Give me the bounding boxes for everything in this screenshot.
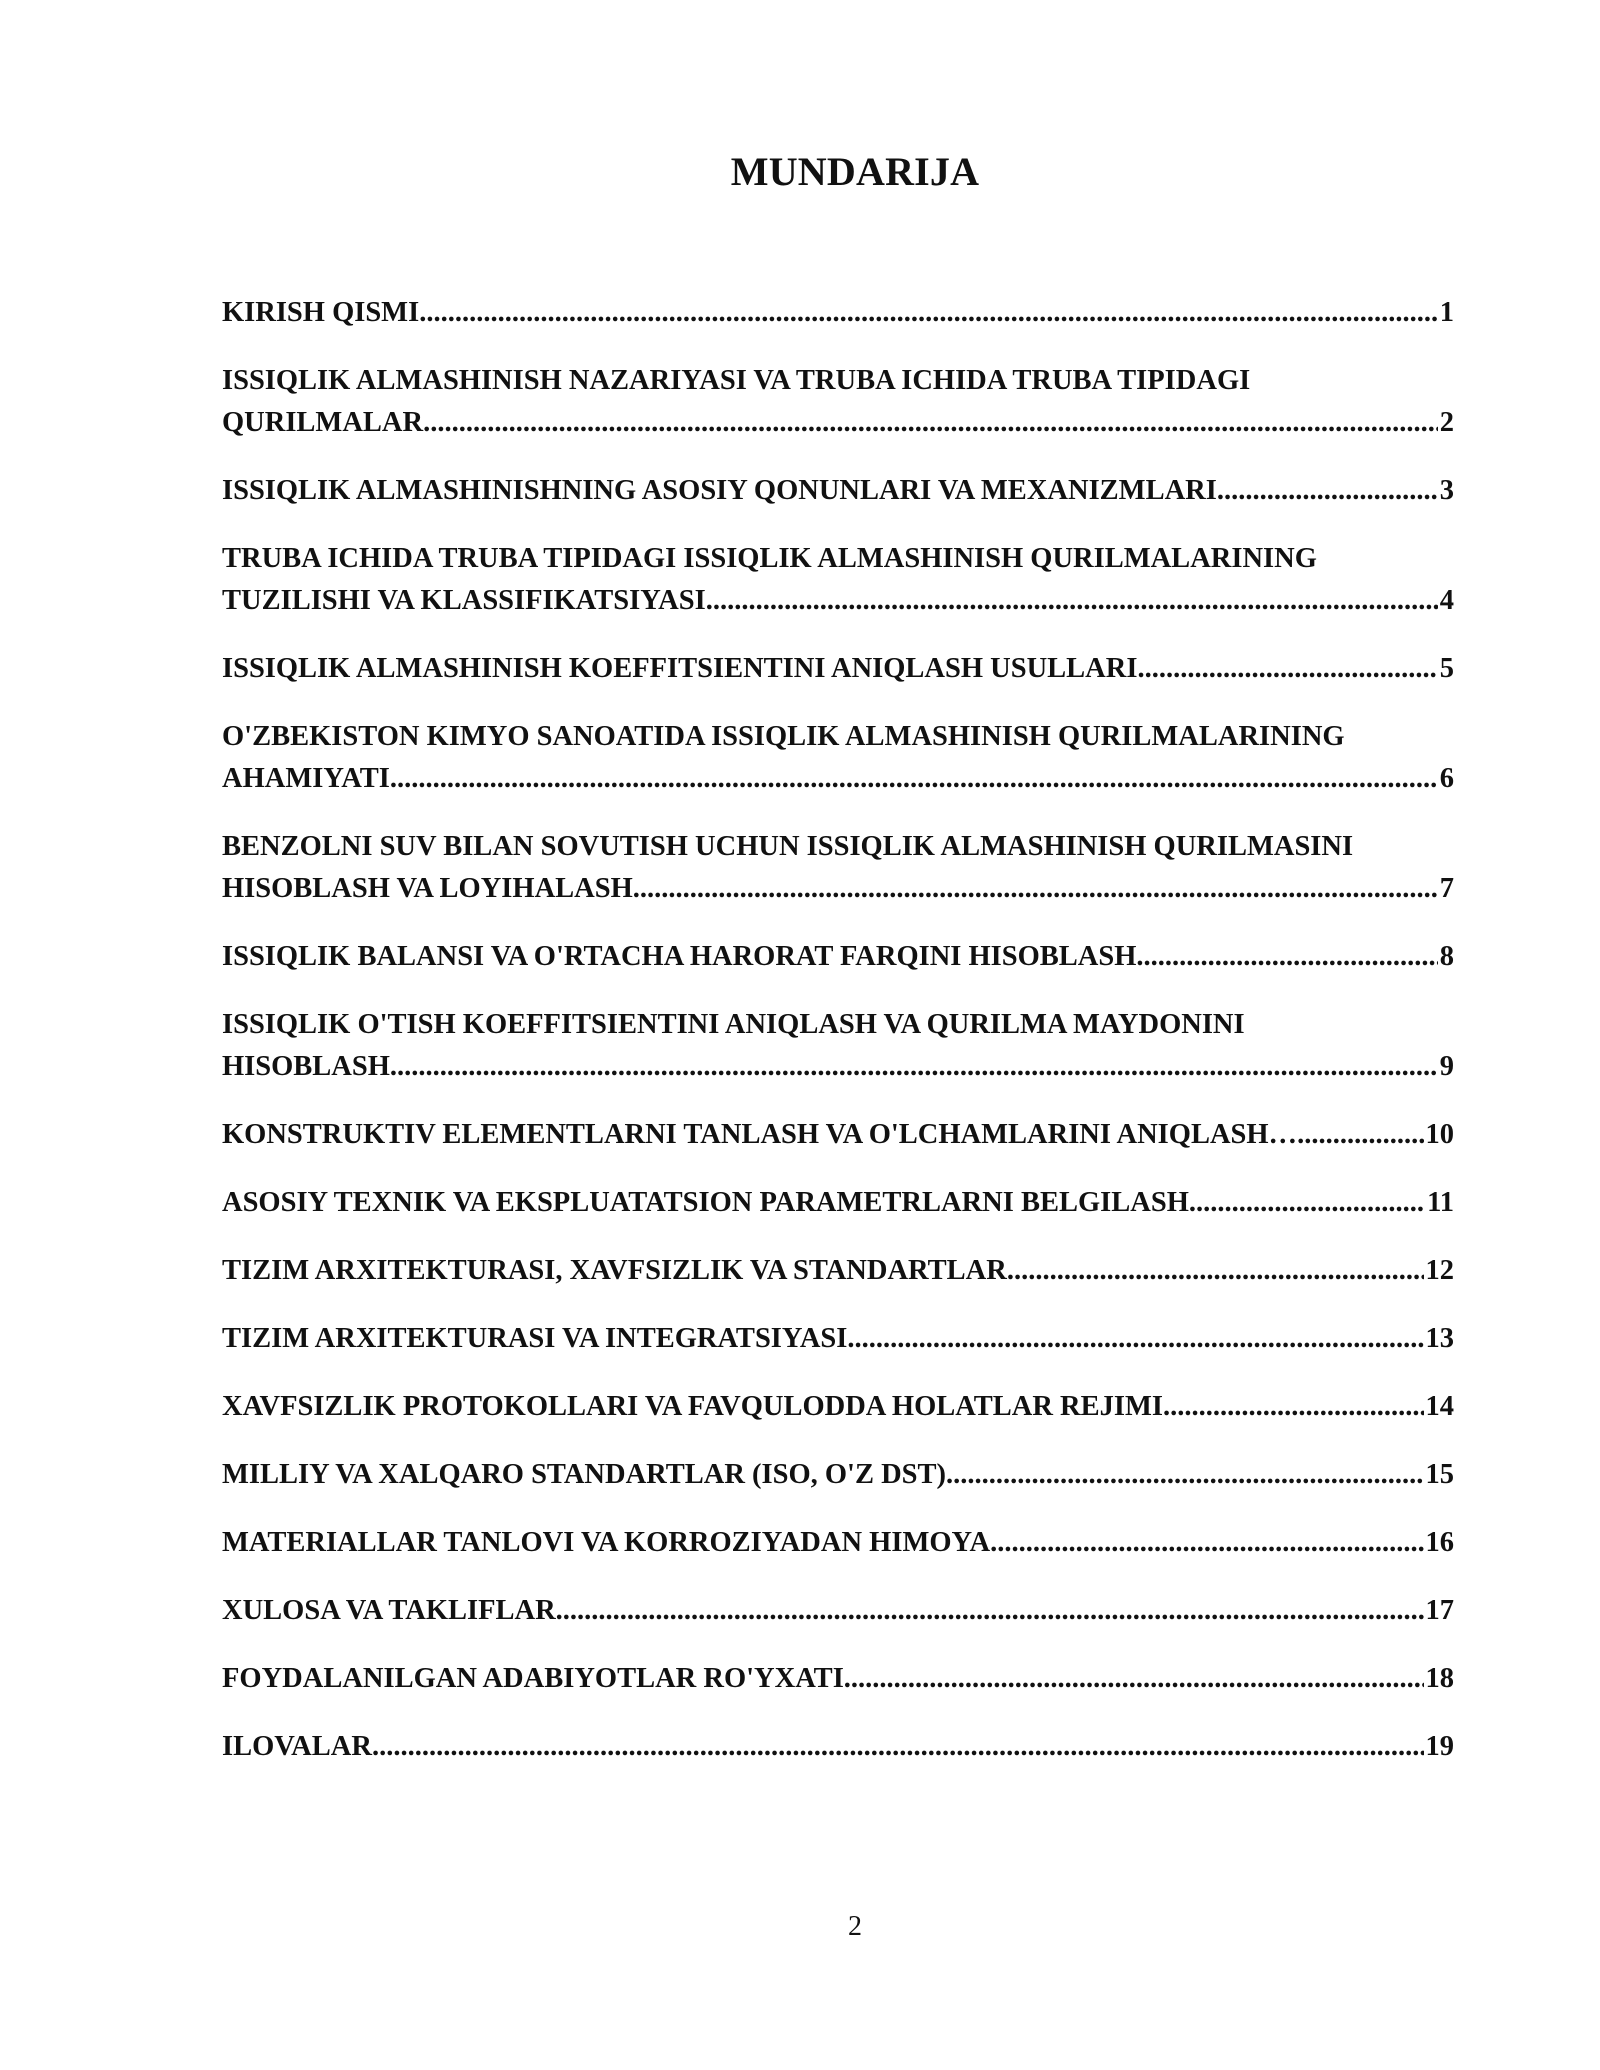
toc-dot-leader [556,1590,1424,1632]
toc-entry-text: TIZIM ARXITEKTURASI, XAVFSIZLIK VA STANDARTLAR [222,1255,1007,1286]
toc-entry-line-last [222,1182,1454,1224]
toc-entry-line-last [222,1454,1454,1496]
toc-entry-text: HISOBLASH VA LOYIHALASH [222,873,633,904]
toc-entry-line-last [222,868,1454,910]
toc-entry[interactable] [222,936,1454,978]
toc-dot-leader [847,1318,1423,1360]
toc-entry-text: QURILMALAR [222,407,424,438]
toc-entry[interactable] [222,716,1454,800]
toc-dot-leader [1007,1250,1424,1292]
toc-entry-line-last [222,1590,1454,1632]
toc-page-number: 17 [1425,1595,1454,1626]
toc-page-number: 1 [1439,297,1454,328]
toc-entry-text: ISSIQLIK ALMASHINISHNING ASOSIY QONUNLARI VA MEXANIZMLARI [222,475,1217,506]
toc-dot-leader [390,758,1438,800]
toc-dot-leader [633,868,1438,910]
toc-entry-line-last [222,470,1454,512]
toc-page-number: 10 [1425,1119,1454,1150]
toc-dot-leader [390,1046,1438,1088]
toc-entry[interactable] [222,1182,1454,1224]
toc-entry-text: TIZIM ARXITEKTURASI VA INTEGRATSIYASI [222,1323,848,1354]
toc-entry[interactable] [222,1726,1454,1768]
toc-entry-text: ISSIQLIK O'TISH KOEFFITSIENTINI ANIQLASH VA QURILMA MAYDONINI [222,1009,1245,1040]
toc-page-number: 7 [1439,873,1454,904]
toc-page-number: 5 [1439,653,1454,684]
toc-entry-line-last [222,648,1454,690]
toc-entry-text: HISOBLASH [222,1051,390,1082]
toc-entry[interactable] [222,360,1454,444]
toc-page-number: 8 [1439,941,1454,972]
toc-dot-leader [1137,648,1437,690]
toc-dot-leader [1163,1386,1424,1428]
toc-entry-line-last [222,1046,1454,1088]
toc-page-number: 3 [1439,475,1454,506]
toc-entry-line-last [222,1522,1454,1564]
toc-title: MUNDARIJA [730,149,980,194]
toc-page-number: 2 [1439,407,1454,438]
toc-page-number: 15 [1425,1459,1454,1490]
toc-entry-line-last [222,1318,1454,1360]
toc-entry[interactable] [222,1114,1454,1156]
toc-entry-text: FOYDALANILGAN ADABIYOTLAR RO'YXATI [222,1663,844,1694]
toc-dot-leader [1297,1114,1423,1156]
toc-dot-leader [1189,1182,1425,1224]
toc-entry-line [222,360,1454,402]
toc-entry-text: XAVFSIZLIK PROTOKOLLARI VA FAVQULODDA HOLATLAR REJIMI [222,1391,1163,1422]
toc-page-number: 12 [1425,1255,1454,1286]
toc-entry-text: ASOSIY TEXNIK VA EKSPLUATATSION PARAMETRLARNI BELGILASH [222,1187,1189,1218]
toc-dot-leader [946,1454,1423,1496]
toc-entry[interactable] [222,1454,1454,1496]
toc-entry-text: BENZOLNI SUV BILAN SOVUTISH UCHUN ISSIQLIK ALMASHINISH QURILMASINI [222,831,1354,862]
toc-page-number: 9 [1439,1051,1454,1082]
toc-dot-leader [990,1522,1423,1564]
toc-entry[interactable] [222,1250,1454,1292]
toc-entry-line-last [222,1726,1454,1768]
toc-page-number: 11 [1427,1187,1454,1218]
toc-dot-leader [372,1726,1424,1768]
toc-entry-line-last [222,936,1454,978]
toc-entry-text: O'ZBEKISTON KIMYO SANOATIDA ISSIQLIK ALMASHINISH QURILMALARINING [222,721,1345,752]
toc-entry-line-last [222,1114,1454,1156]
toc-entry-text: KIRISH QISMI [222,297,420,328]
toc-page-number: 18 [1425,1663,1454,1694]
toc-dot-leader [1217,470,1438,512]
toc-dot-leader [423,402,1438,444]
toc-dot-leader [419,292,1438,334]
toc-entry-text: TRUBA ICHIDA TRUBA TIPIDAGI ISSIQLIK ALMASHINISH QURILMALARINING [222,543,1317,574]
toc-page-number: 16 [1425,1527,1454,1558]
toc-entry[interactable] [222,1386,1454,1428]
toc-entry-text: ILOVALAR [222,1731,372,1762]
toc-entry-line-last [222,1658,1454,1700]
toc-entry-line-last [222,580,1454,622]
toc-entry-line-last [222,1386,1454,1428]
toc-entry-line [222,538,1454,580]
toc-entry-text: ISSIQLIK ALMASHINISH KOEFFITSIENTINI ANIQLASH USULLARI [222,653,1138,684]
toc-entry-text: XULOSA VA TAKLIFLAR [222,1595,556,1626]
toc-entry-text: TUZILISHI VA KLASSIFIKATSIYASI [222,585,706,616]
toc-entry-text: MILLIY VA XALQARO STANDARTLAR (ISO, O'Z DST) [222,1459,947,1490]
toc-entry-line [222,826,1454,868]
table-of-contents [222,292,1454,1794]
toc-entry[interactable] [222,1318,1454,1360]
toc-dot-leader [706,580,1438,622]
toc-entry[interactable] [222,470,1454,512]
toc-entry-line [222,716,1454,758]
toc-entry-line-last [222,758,1454,800]
toc-entry-text: MATERIALLAR TANLOVI VA KORROZIYADAN HIMOYA [222,1527,991,1558]
page-number: 2 [848,1911,862,1942]
toc-entry-text: ISSIQLIK ALMASHINISH NAZARIYASI VA TRUBA ICHIDA TRUBA TIPIDAGI [222,365,1251,396]
toc-page-number: 4 [1439,585,1454,616]
toc-entry-line-last [222,292,1454,334]
toc-entry[interactable] [222,1004,1454,1088]
toc-entry[interactable] [222,1658,1454,1700]
toc-entry-text: ISSIQLIK BALANSI VA O'RTACHA HARORAT FARQINI HISOBLASH [222,941,1137,972]
toc-entry[interactable] [222,1522,1454,1564]
toc-entry[interactable] [222,292,1454,334]
toc-entry-text: KONSTRUKTIV ELEMENTLARNI TANLASH VA O'LCHAMLARINI ANIQLASH… [222,1119,1298,1150]
toc-entry[interactable] [222,826,1454,910]
toc-page-number: 19 [1425,1731,1454,1762]
toc-entry[interactable] [222,538,1454,622]
toc-page-number: 14 [1425,1391,1454,1422]
toc-entry[interactable] [222,648,1454,690]
toc-entry[interactable] [222,1590,1454,1632]
toc-entry-line-last [222,402,1454,444]
toc-entry-text: AHAMIYATI [222,763,390,794]
toc-dot-leader [1136,936,1437,978]
toc-dot-leader [844,1658,1424,1700]
toc-entry-line-last [222,1250,1454,1292]
toc-page-number: 6 [1439,763,1454,794]
toc-entry-line [222,1004,1454,1046]
toc-page-number: 13 [1425,1323,1454,1354]
